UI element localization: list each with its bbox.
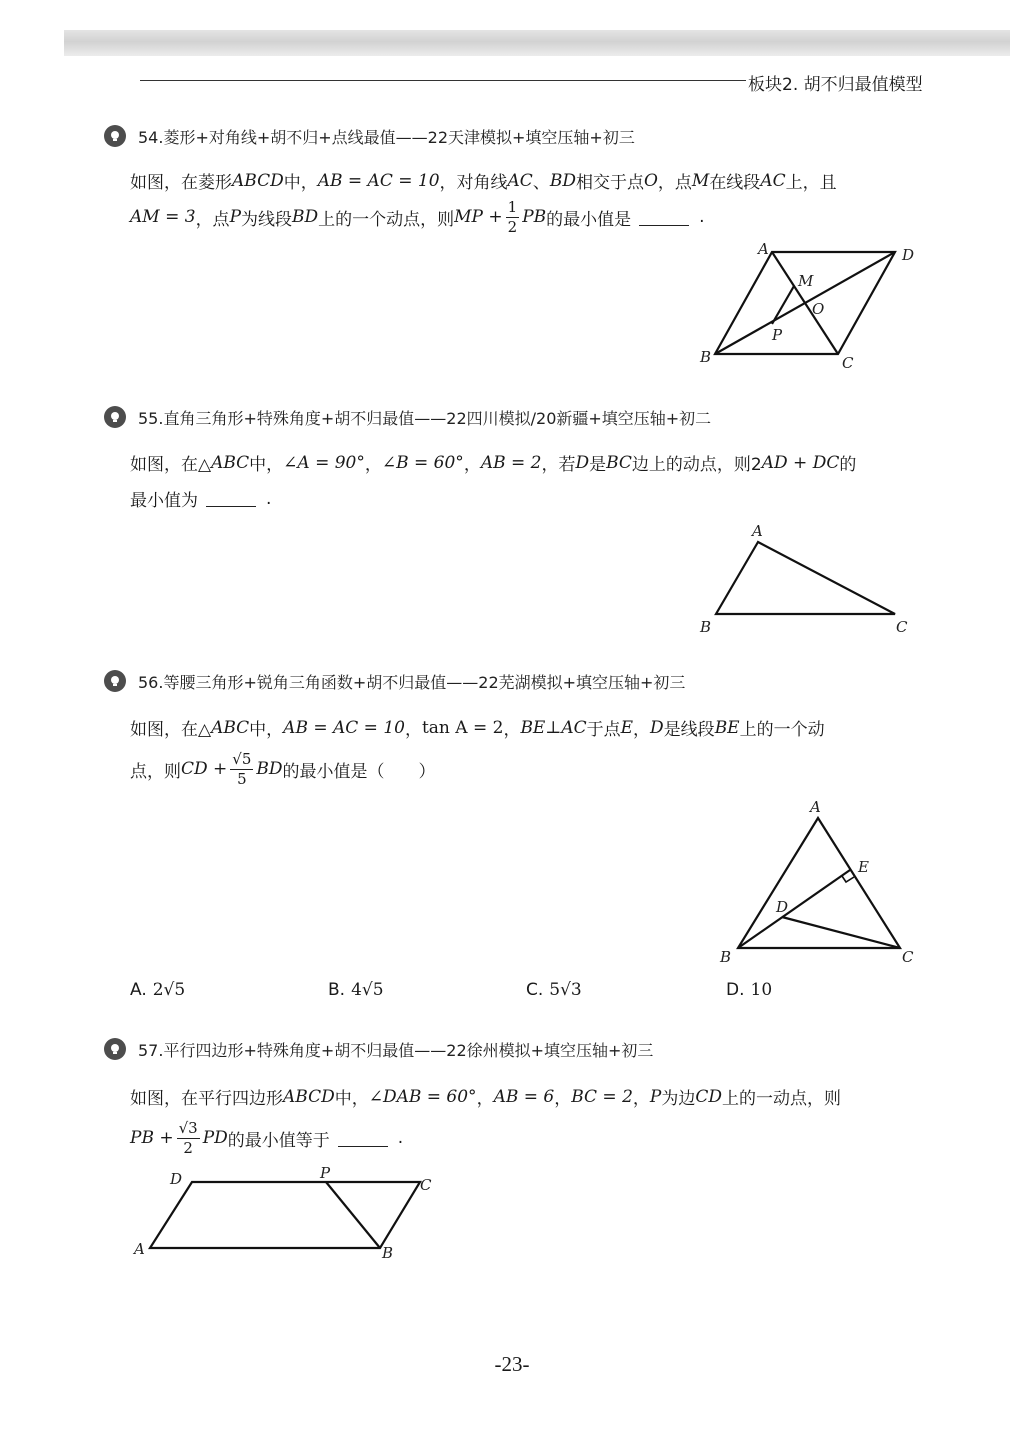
svg-text:E: E — [858, 858, 869, 876]
question-54-heading — [104, 122, 635, 150]
answer-blank — [206, 490, 256, 507]
svg-text:B: B — [720, 948, 732, 966]
question-54-text-line-2: AM = 3 ，点 P 为线段 BD 上的一个动点，则 MP + $\frac{1}{2}$ PB 的最小值是 . — [130, 197, 705, 236]
svg-text:B: B — [700, 348, 712, 366]
question-54-text-line-1: 如图，在菱形 ABCD 中， AB = AC = 10 ，对角线 AC 、 BD 相交于点 O ，点 M 在线段 AC 上，且 — [130, 170, 837, 193]
question-55-text-line-2: 最小值为 . — [130, 488, 272, 511]
question-57-title: 57.平行四边形+特殊角度+胡不归最值——22徐州模拟+填空压轴+初三 — [138, 1040, 654, 1060]
page-number: -23- — [494, 1352, 530, 1376]
fraction: $\frac{√5}{5}$ — [232, 749, 252, 788]
section-title: 板块2. 胡不归最值模型 — [748, 75, 923, 95]
header-rule — [140, 80, 746, 81]
figure-55-right-triangle — [690, 516, 930, 640]
svg-text:C: C — [896, 618, 908, 636]
question-56-text-line-2: 点，则 CD + $\frac{√5}{5}$ BD 的最小值是（ ） — [130, 749, 436, 788]
question-57-text-line-2: PB + $\frac{√3}{2}$ PD 的最小值等于 . — [130, 1118, 404, 1157]
question-56-text-line-1: 如图，在△ ABC 中， AB = AC = 10 ， tan A = 2 ， BE⊥AC 于点 E ， D 是线段 BE 上的一个动 — [130, 717, 825, 740]
option-c[interactable]: C. 5√3 — [526, 980, 582, 1000]
fraction: $\frac{√3}{2}$ — [178, 1118, 198, 1157]
svg-text:P: P — [772, 326, 783, 344]
svg-text:C: C — [902, 948, 914, 966]
fraction: $\frac{1}{2}$ — [507, 197, 518, 236]
question-57-text-line-1: 如图，在平行四边形 ABCD 中， ∠DAB = 60° ， AB = 6 ， BC = 2 ， P 为边 CD 上的一动点，则 — [130, 1086, 841, 1109]
svg-text:A: A — [810, 798, 821, 816]
option-d[interactable]: D. 10 — [726, 980, 773, 1000]
svg-text:D: D — [902, 246, 915, 264]
svg-text:B: B — [700, 618, 712, 636]
option-a[interactable]: A. 2√5 — [130, 980, 186, 1000]
svg-text:D: D — [170, 1170, 183, 1188]
figure-57-parallelogram — [130, 1162, 450, 1266]
figure-54-rhombus — [690, 236, 930, 376]
question-55-heading — [104, 403, 711, 431]
question-56-heading — [104, 667, 685, 695]
question-57-heading — [104, 1035, 653, 1063]
svg-text:C: C — [842, 354, 854, 372]
bulb-icon — [104, 670, 126, 692]
svg-text:D: D — [776, 898, 789, 916]
svg-text:A: A — [134, 1240, 145, 1258]
answer-blank — [338, 1130, 388, 1147]
svg-text:B: B — [382, 1244, 394, 1262]
question-55-text-line-1: 如图，在△ ABC 中， ∠A = 90° ， ∠B = 60° ， AB = 2 ，若 D 是 BC 边上的动点，则2 AD + DC 的 — [130, 452, 857, 475]
bulb-icon — [104, 125, 126, 147]
svg-text:O: O — [812, 300, 825, 318]
question-55-title: 55.直角三角形+特殊角度+胡不归最值——22四川模拟/20新疆+填空压轴+初二 — [138, 408, 712, 428]
svg-text:C: C — [420, 1176, 432, 1194]
question-54-title: 54.菱形+对角线+胡不归+点线最值——22天津模拟+填空压轴+初三 — [138, 127, 635, 147]
figure-56-isosceles-triangle — [700, 794, 930, 974]
answer-blank — [639, 209, 689, 226]
bulb-icon — [104, 1038, 126, 1060]
question-56-title: 56.等腰三角形+锐角三角函数+胡不归最值——22芜湖模拟+填空压轴+初三 — [138, 672, 686, 692]
svg-text:M: M — [798, 272, 814, 290]
svg-text:A: A — [758, 240, 769, 258]
svg-text:P: P — [320, 1164, 331, 1182]
option-b[interactable]: B. 4√5 — [328, 980, 384, 1000]
bulb-icon — [104, 406, 126, 428]
scan-shadow-band — [64, 30, 1010, 56]
svg-text:A: A — [752, 522, 763, 540]
